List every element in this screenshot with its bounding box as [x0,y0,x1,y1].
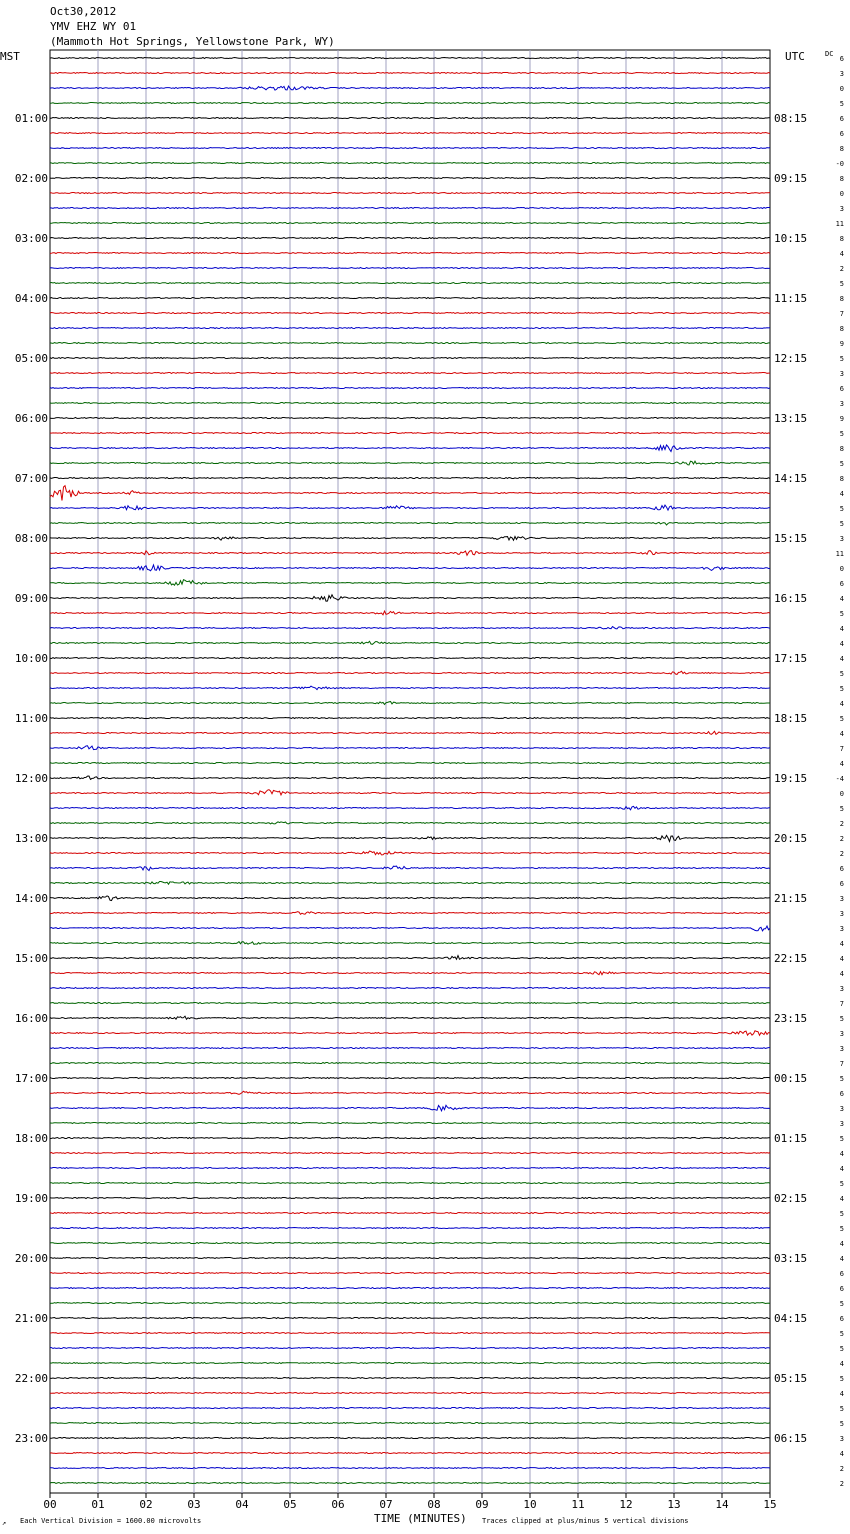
dc-offset-label: 3 [839,1120,844,1128]
dc-offset-label: 8 [839,175,844,183]
trace-line [50,1408,770,1409]
trace-line [50,851,770,855]
x-tick-label: 08 [427,1498,441,1511]
left-hour-label: 14:00 [14,892,48,905]
left-hour-label: 07:00 [14,472,48,485]
trace-line [50,956,770,960]
dc-offset-label: 5 [839,715,844,723]
trace-line [50,461,770,465]
trace-line [50,1318,770,1319]
right-hour-label: 19:15 [774,772,808,785]
trace-line [50,1273,770,1274]
dc-offset-label: 0 [839,85,844,93]
trace-line [50,433,770,434]
dc-offset-label: 7 [839,745,844,753]
dc-offset-label: 6 [839,55,844,63]
left-hour-label: 08:00 [14,532,48,545]
dc-offset-label: 3 [839,1045,844,1053]
right-hour-label: 21:15 [774,892,808,905]
x-tick-label: 07 [379,1498,393,1511]
trace-line [50,1378,770,1379]
trace-line [50,208,770,209]
dc-offset-label: 6 [839,580,844,588]
dc-offset-label: 5 [839,1300,844,1308]
dc-offset-label: 8 [839,295,844,303]
dc-offset-label: 5 [839,1180,844,1188]
right-hour-label: 17:15 [774,652,808,665]
trace-line [50,1213,770,1214]
x-tick-label: 09 [475,1498,489,1511]
right-timezone-label: UTC [785,50,805,63]
dc-offset-label: 8 [839,445,844,453]
trace-line [50,1243,770,1244]
left-hour-label: 12:00 [14,772,48,785]
trace-line [50,1483,770,1484]
dc-offset-label: 6 [839,1315,844,1323]
dc-offset-label: 6 [839,1270,844,1278]
dc-offset-label: 5 [839,610,844,618]
trace-line [50,1183,770,1184]
trace-line [50,731,770,734]
right-hour-label: 05:15 [774,1372,808,1385]
trace-line [50,537,770,541]
dc-offset-label: 2 [839,820,844,828]
trace-line [50,595,770,601]
left-hour-label: 15:00 [14,952,48,965]
left-hour-label: 04:00 [14,292,48,305]
trace-line [50,298,770,299]
dc-offset-label: 5 [839,1345,844,1353]
trace-line [50,133,770,134]
trace-line [50,580,770,586]
dc-offset-label: 6 [839,385,844,393]
dc-offset-label: 4 [839,1390,844,1398]
dc-offset-label: 6 [839,1090,844,1098]
dc-offset-label: 5 [839,1405,844,1413]
x-tick-label: 01 [91,1498,105,1511]
x-tick-label: 05 [283,1498,297,1511]
trace-line [50,942,770,945]
trace-line [50,1423,770,1424]
left-hour-label: 03:00 [14,232,48,245]
trace-line [50,505,770,510]
plot-frame [50,50,770,1493]
trace-line [50,882,770,885]
dc-offset-label: 4 [839,1450,844,1458]
dc-offset-label: 4 [839,640,844,648]
right-hour-label: 11:15 [774,292,808,305]
dc-offset-label: 11 [835,550,844,558]
x-tick-label: 10 [523,1498,537,1511]
dc-offset-label: 4 [839,1165,844,1173]
trace-line [50,268,770,269]
trace-line [50,1063,770,1064]
dc-offset-label: 11 [835,220,844,228]
trace-line [50,163,770,164]
right-hour-label: 14:15 [774,472,808,485]
dc-offset-label: 6 [839,1285,844,1293]
trace-line [50,253,770,254]
trace-line [50,1153,770,1154]
trace-line [50,702,770,705]
dc-offset-label: 3 [839,910,844,918]
dc-offset-label: 5 [839,430,844,438]
trace-line [50,1031,770,1036]
dc-offset-label: 5 [839,1420,844,1428]
dc-offset-label: 7 [839,1000,844,1008]
right-hour-label: 18:15 [774,712,808,725]
x-axis-title: TIME (MINUTES) [374,1512,467,1525]
trace-line [50,178,770,179]
trace-line [50,641,770,644]
trace-line [50,1105,770,1111]
right-hour-label: 08:15 [774,112,808,125]
left-hour-label: 23:00 [14,1432,48,1445]
trace-line [50,328,770,329]
clipping-footnote: Traces clipped at plus/minus 5 vertical divisions [482,1517,689,1525]
trace-line [50,988,770,989]
trace-line [50,1016,770,1019]
dc-offset-label: 3 [839,370,844,378]
dc-offset-label: 0 [839,790,844,798]
trace-line [50,1333,770,1334]
trace-line [50,73,770,74]
right-hour-label: 22:15 [774,952,808,965]
trace-line [50,1438,770,1439]
x-tick-label: 04 [235,1498,249,1511]
dc-offset-label: -4 [835,775,844,783]
trace-line [50,118,770,119]
corner-mark: ↗ [2,1519,7,1527]
dc-offset-label: 4 [839,940,844,948]
left-hour-label: 16:00 [14,1012,48,1025]
dc-offset-label: 8 [839,475,844,483]
trace-line [50,1168,770,1169]
trace-line [50,551,770,556]
trace-line [50,866,770,870]
left-hour-label: 10:00 [14,652,48,665]
right-hour-label: 12:15 [774,352,808,365]
right-hour-label: 06:15 [774,1432,808,1445]
trace-line [50,358,770,359]
dc-offset-label: 3 [839,985,844,993]
dc-offset-label: 0 [839,565,844,573]
left-hour-label: 09:00 [14,592,48,605]
trace-line [50,896,770,901]
dc-offset-label: 3 [839,1435,844,1443]
trace-line [50,1078,770,1079]
x-tick-label: 15 [763,1498,777,1511]
trace-line [50,445,770,452]
trace-line [50,1228,770,1229]
dc-offset-label: 5 [839,1375,844,1383]
date-label: Oct30,2012 [50,5,117,18]
dc-offset-label: 2 [839,1465,844,1473]
station-label: YMV EHZ WY 01 [50,20,137,33]
trace-line [50,58,770,59]
trace-line [50,343,770,344]
dc-header-label: DC [825,50,834,58]
left-hour-label: 06:00 [14,412,48,425]
dc-offset-label: 5 [839,1075,844,1083]
left-hour-label: 11:00 [14,712,48,725]
left-hour-label: 05:00 [14,352,48,365]
trace-line [50,658,770,659]
left-hour-label: 20:00 [14,1252,48,1265]
dc-offset-label: 3 [839,925,844,933]
dc-offset-label: 6 [839,865,844,873]
left-hour-label: 17:00 [14,1072,48,1085]
dc-offset-label: 0 [839,190,844,198]
trace-line [50,776,770,779]
dc-offset-label: 4 [839,655,844,663]
dc-offset-label: 5 [839,280,844,288]
x-tick-label: 14 [715,1498,729,1511]
trace-line [50,1091,770,1094]
trace-line [50,806,770,810]
trace-line [50,1048,770,1049]
dc-offset-label: 3 [839,895,844,903]
dc-offset-label: 2 [839,850,844,858]
dc-offset-label: 7 [839,310,844,318]
dc-offset-label: 4 [839,955,844,963]
trace-line [50,627,770,629]
right-hour-label: 20:15 [774,832,808,845]
dc-offset-label: 5 [839,460,844,468]
left-hour-label: 22:00 [14,1372,48,1385]
dc-offset-label: 4 [839,760,844,768]
trace-line [50,1303,770,1304]
trace-line [50,671,770,674]
right-hour-label: 16:15 [774,592,808,605]
dc-offset-label: 9 [839,415,844,423]
dc-offset-label: 4 [839,970,844,978]
dc-offset-label: 5 [839,1135,844,1143]
trace-line [50,718,770,719]
trace-line [50,403,770,404]
trace-line [50,1003,770,1004]
trace-line [50,1123,770,1124]
scale-footnote: Each Vertical Division = 1600.00 microvolts [20,1517,202,1525]
trace-line [50,565,770,571]
x-tick-label: 02 [139,1498,153,1511]
dc-offset-label: 3 [839,400,844,408]
dc-offset-label: 5 [839,805,844,813]
right-hour-label: 03:15 [774,1252,808,1265]
dc-offset-label: 2 [839,265,844,273]
dc-offset-label: 6 [839,880,844,888]
trace-line [50,373,770,374]
dc-offset-label: 5 [839,1015,844,1023]
dc-offset-label: 5 [839,505,844,513]
right-hour-label: 04:15 [774,1312,808,1325]
trace-line [50,1138,770,1139]
left-hour-label: 13:00 [14,832,48,845]
trace-line [50,1198,770,1199]
trace-line [50,912,770,915]
trace-line [50,103,770,104]
dc-offset-label: 4 [839,1360,844,1368]
right-hour-label: 15:15 [774,532,808,545]
dc-offset-label: 9 [839,340,844,348]
dc-offset-label: 4 [839,595,844,603]
trace-line [50,746,770,750]
trace-line [50,835,770,841]
trace-line [50,1393,770,1394]
right-hour-label: 02:15 [774,1192,808,1205]
left-hour-label: 18:00 [14,1132,48,1145]
x-tick-label: 06 [331,1498,345,1511]
left-hour-label: 21:00 [14,1312,48,1325]
dc-offset-label: 5 [839,1225,844,1233]
dc-offset-label: 4 [839,250,844,258]
trace-line [50,926,770,931]
right-hour-label: 13:15 [774,412,808,425]
x-tick-label: 12 [619,1498,633,1511]
dc-offset-label: 8 [839,235,844,243]
x-tick-label: 13 [667,1498,681,1511]
trace-line [50,763,770,764]
trace-line [50,1363,770,1364]
dc-offset-label: 3 [839,70,844,78]
dc-offset-label: 5 [839,1210,844,1218]
left-hour-label: 02:00 [14,172,48,185]
dc-offset-label: 3 [839,535,844,543]
trace-line [50,418,770,419]
dc-offset-label: 6 [839,130,844,138]
trace-line [50,1468,770,1469]
left-hour-label: 01:00 [14,112,48,125]
trace-line [50,822,770,824]
dc-offset-label: 5 [839,670,844,678]
left-timezone-label: MST [0,50,20,63]
dc-offset-label: 5 [839,100,844,108]
trace-line [50,148,770,149]
trace-line [50,1258,770,1259]
trace-line [50,283,770,284]
dc-offset-label: 5 [839,355,844,363]
dc-offset-label: 4 [839,1195,844,1203]
right-hour-label: 10:15 [774,232,808,245]
dc-offset-label: 4 [839,490,844,498]
dc-offset-label: 4 [839,730,844,738]
dc-offset-label: 3 [839,205,844,213]
trace-line [50,478,770,479]
trace-line [50,522,770,525]
dc-offset-label: 4 [839,1150,844,1158]
dc-offset-label: 7 [839,1060,844,1068]
dc-offset-label: 8 [839,145,844,153]
left-hour-label: 19:00 [14,1192,48,1205]
trace-line [50,313,770,314]
right-hour-label: 09:15 [774,172,808,185]
dc-offset-label: -0 [835,160,844,168]
trace-line [50,611,770,615]
location-label: (Mammoth Hot Springs, Yellowstone Park, WY) [50,35,335,48]
trace-line [50,86,770,90]
dc-offset-label: 2 [839,835,844,843]
x-tick-label: 03 [187,1498,201,1511]
dc-offset-label: 4 [839,1255,844,1263]
right-hour-label: 01:15 [774,1132,808,1145]
dc-offset-label: 5 [839,685,844,693]
dc-offset-label: 8 [839,325,844,333]
trace-line [50,486,770,501]
trace-line [50,1288,770,1289]
dc-offset-label: 6 [839,115,844,123]
trace-line [50,193,770,194]
trace-line [50,1453,770,1454]
dc-offset-label: 3 [839,1030,844,1038]
trace-line [50,686,770,690]
dc-offset-label: 4 [839,625,844,633]
x-tick-label: 00 [43,1498,57,1511]
dc-offset-label: 3 [839,1105,844,1113]
trace-line [50,238,770,239]
trace-line [50,388,770,389]
x-tick-label: 11 [571,1498,585,1511]
trace-line [50,223,770,224]
trace-line [50,972,770,975]
right-hour-label: 23:15 [774,1012,808,1025]
trace-line [50,1348,770,1349]
right-hour-label: 00:15 [774,1072,808,1085]
dc-offset-label: 5 [839,1330,844,1338]
dc-offset-label: 5 [839,520,844,528]
dc-offset-label: 2 [839,1480,844,1488]
trace-line [50,790,770,795]
dc-offset-label: 4 [839,1240,844,1248]
dc-offset-label: 4 [839,700,844,708]
